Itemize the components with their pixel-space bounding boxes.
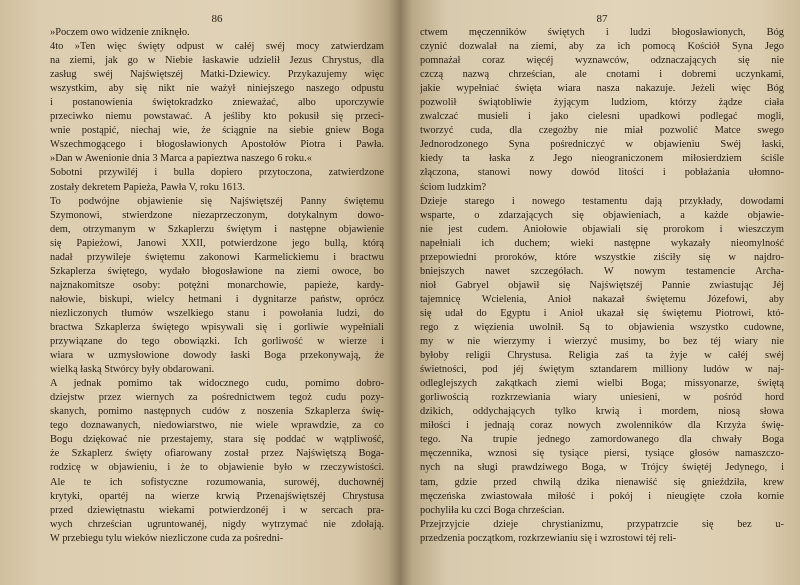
text-line: pozwolił świątobliwie żyjącym ludziom, którzy żądze ciała: [420, 97, 784, 109]
text-line: Szymonowi, stwierdzone niezaprzeczonym, dotykalnym dowo-: [50, 209, 384, 221]
text-line: dziejstw przez wiernych za pośrednictwem tegoż cudu pozy-: [50, 392, 384, 404]
text-line: niezliczonych tłumów wszelkiego stanu i powołania ludzi, do: [50, 307, 384, 319]
text-line: Wszechmogącego i błogosławionych Apostołów Piotra i Pawła.: [50, 139, 384, 151]
text-line: zasług swéj Najświętszéj Matki-Dziewicy. Przykazujemy więc: [50, 69, 384, 81]
text-line: tworzyć cuda, dla czegożby nie miał pozwolić Matce swego: [420, 125, 784, 137]
text-line: dem, otrzymanym w Szkaplerzu świętym i następne objawienie: [50, 223, 384, 235]
text-line: przeciwko niemu powstawać. A jeśliby kto pokusił się przeci-: [50, 111, 384, 123]
text-line: zostały dekretem Papieża, Pawła V, roku 1613.: [50, 181, 245, 193]
right-page-number: 87: [596, 13, 608, 25]
left-page-text: [50, 26, 384, 546]
text-line: »Dan w Awenionie dnia 3 Marca a papieztwa naszego 6 roku.«: [50, 153, 312, 165]
text-line: jakie wypełniać święta wiara nasza nakazuje. Jeżeli więc Bóg: [420, 83, 784, 95]
text-line: wych chrześcian ugruntowanéj, nigdy wytrzymać nie zdołają.: [50, 518, 384, 530]
text-line: »Poczem owo widzenie zniknęło.: [50, 27, 190, 38]
text-line: nałowie, biskupi, wielcy hetmani i dygnitarze państw, oprócz: [50, 293, 384, 305]
left-page-number: 86: [211, 13, 223, 25]
text-line: ctwem męczenników świętych i ludzi błogosławionych, Bóg: [420, 27, 784, 38]
text-line: rego z więzienia uwolnił. Są to objawienia wszystko cudowne,: [420, 321, 784, 333]
text-line: świetności, pod jéj świętym sztandarem milliony ludów w naj-: [420, 364, 784, 376]
text-line: wielką łaską Stwórcy były obdarowani.: [50, 364, 215, 376]
text-line: wszystkim, aby się nikt nie ważył niniejszego naszego odpustu: [50, 83, 384, 95]
text-line: przywiązane do tego obowiązki. Ich gorliwość w wierze i: [50, 336, 384, 348]
text-line: nie jest cudem. Aniołowie objawiali się prorokom i wieszczym: [420, 223, 784, 235]
text-line: przepowiedni proroków, które wszystkie ziściły się w najdro-: [420, 251, 784, 263]
text-line: pochyliła ku czci Boga chrześcian.: [420, 504, 565, 516]
text-line: męczeńska zwiastowała miłość i pokój i nieugięte czoła kornie: [420, 490, 784, 502]
text-line: Sobotni przywiléj i bulla dopiero przytoczona, zatwierdzone: [50, 167, 384, 179]
text-line: najznakomitsze osoby: potężni monarchowie, papieże, kardy-: [50, 279, 384, 291]
text-line: dzikich, oddychających tylko krwią i mordem, niosą słowa: [420, 406, 784, 418]
text-line: skanych, pomimo następnych cudów z noszenia Szkaplerza świę-: [50, 406, 384, 418]
text-line: nych na sługi prawdziwego Boga, w Trójcy świętéj Jedynego, i: [420, 462, 784, 474]
text-line: i postanowienia świętokradzko znieważać, albo uporczywie: [50, 97, 384, 109]
text-line: Dzieje starego i nowego testamentu dają przykłady, dowodami: [420, 195, 784, 207]
text-line: Bogu dziękować nie przestajemy, stara się poddać w wątpliwość,: [50, 434, 384, 446]
text-line: na ziemi, jak go w Niebie łaskawie udzielił Jezus Chrystus, dla: [50, 55, 384, 67]
text-line: Przejrzyjcie dzieje chrystianizmu, przypatrzcie się bez u-: [420, 518, 784, 530]
text-line: złączona, stanowi nowy dowód litości i pobłażania ułomno-: [420, 167, 784, 179]
text-line: tego. Na trupie jednego zamordowanego dla chwały Boga: [420, 434, 784, 446]
right-page: [400, 0, 800, 585]
text-line: się udał do Egyptu i Anioł ukazał się świętemu Piotrowi, któ-: [420, 307, 784, 319]
text-line: nadał przywileje świętemu zakonowi Karmelickiemu i bractwu: [50, 251, 384, 263]
text-line: czczą nazwą chrześcian, ale cnotami i dobremi uczynkami,: [420, 69, 784, 81]
text-line: się Papieżowi, Janowi XXII, potwierdzone jego bullą, którą: [50, 237, 384, 249]
text-line: rodzicę w objawieniu, i że to objawienie było w rzeczywistości.: [50, 462, 384, 474]
text-line: przedzenia początkom, rozkrzewianiu się i wzrostowi téj reli-: [420, 532, 677, 544]
text-line: wnie postąpić, niechaj wie, że ściągnie na siebie gniew Boga: [50, 125, 384, 137]
text-line: my w nie wierzymy i wierzyć musimy, bo bez téj wiary nie: [420, 336, 784, 348]
text-line: miłości i jednają coraz nowych zwolenników dla Krzyża świę-: [420, 420, 784, 432]
text-line: że Szkaplerz święty ofiarowany został przez Najświętszą Boga-: [50, 448, 384, 460]
text-line: męczennika, wznosi się tysiące piersi, tysiące głosów namaszczo-: [420, 448, 784, 460]
text-line: wiara w uzmysłowione dowody łaski Boga przekonywają, że: [50, 350, 384, 362]
text-line: Ale te ich sofistyczne rozumowania, surowéj, duchownéj: [50, 476, 384, 488]
text-line: tego doznawanych, niedowiarstwo, nie wiele wprawdzie, za co: [50, 420, 384, 432]
text-line: tam, gdzie przed chwilą dzika nienawiść się gnieździła, krew: [420, 476, 784, 488]
text-line: byłoby religii Chrystusa. Religia zaś ta żyje w całéj swéj: [420, 350, 784, 362]
text-line: zwalczać musieli i jako cielesni upadkowi podlegać mogli,: [420, 111, 784, 123]
text-line: Szkaplerza świętego, wydało błogosławione na ziemi owoce, bo: [50, 265, 384, 277]
right-page-text: [420, 26, 784, 546]
text-line: To podwójne objawienie się Najświętszéj Panny świętemu: [50, 195, 384, 207]
text-line: bractwa Szkaplerza świętego wpisywali się i gorliwie wypełniali: [50, 321, 384, 333]
text-line: A jednak pomimo tak widocznego cudu, pomimo dobro-: [50, 378, 384, 390]
text-line: 4to »Ten więc święty odpust w całéj swéj mocy zatwierdzam: [50, 41, 384, 53]
text-line: napełniali ich duchem; wieki następne wykazały nieomylność: [420, 237, 784, 249]
text-line: krytyki, opartéj na wierze krwią Przenajświętszéj Chrystusa: [50, 490, 384, 502]
text-line: odleglejszych zakątkach ziemi wielbi Boga; missyonarze, świętą: [420, 378, 784, 390]
text-line: Jednorodzonego Syna pośredniczyć w objawieniu Swéj łaski,: [420, 139, 784, 151]
text-line: tajemnicę Wcielenia, Anioł nakazał świętemu Józefowi, aby: [420, 293, 784, 305]
text-line: kiedy ta łaska z Jego nieograniczonem miłosierdziem ściśle: [420, 153, 784, 165]
text-line: gorliwością rozkrzewiania wiary uniesieni, w pośród hord: [420, 392, 784, 404]
text-line: bniejszych nawet szczegółach. W nowym testamencie Archa-: [420, 265, 784, 277]
text-line: pomnażał coraz więcéj wyznawców, odznaczających się nie: [420, 55, 784, 67]
text-line: wsparte, o zdarzających się objawieniach, a każde objawie-: [420, 209, 784, 221]
text-line: W przebiegu tylu wieków niezliczone cuda za pośredni-: [50, 532, 284, 544]
text-line: czynić dozwalał na ziemi, aby za ich pomocą Kościół Syna Jego: [420, 41, 784, 53]
text-line: nioł Gabryel objawił się Najświętszéj Pannie zwiastując Jéj: [420, 279, 784, 291]
text-line: ściom ludzkim?: [420, 181, 487, 193]
text-line: przed dziewiętnastu wiekami potwierdzonéj i w sercach pra-: [50, 504, 384, 516]
